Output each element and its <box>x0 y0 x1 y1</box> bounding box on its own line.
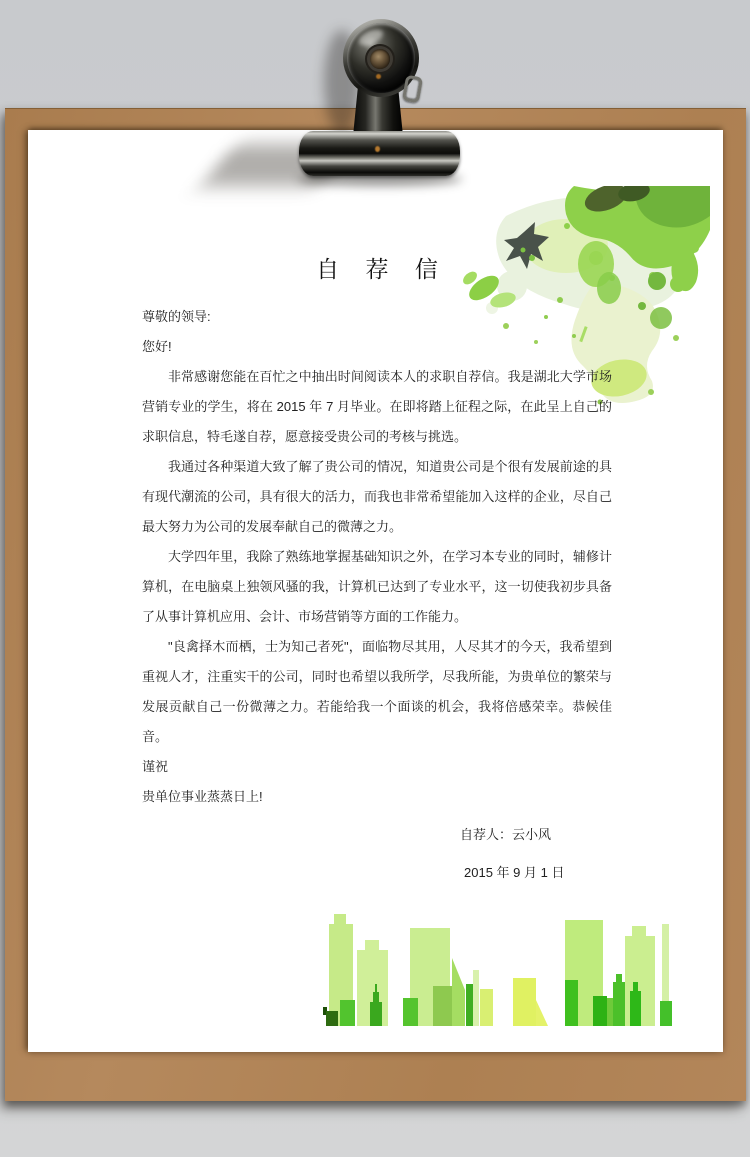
signature-name: 自荐人：云小风 <box>460 827 552 842</box>
closing-wish: 贵单位事业蒸蒸日上! <box>142 789 263 804</box>
signature-block <box>142 820 612 888</box>
skyline-decoration <box>315 912 715 1030</box>
clip-hinge-hole <box>370 49 390 69</box>
letter-paper <box>28 130 723 1052</box>
body-paragraph-3: 大学四年里，我除了熟练地掌握基础知识之外，在学习本专业的同时，辅修计算机，在电脑桌上独领风骚的我，计算机已达到了专业水平，这一切使我初步具备了从事计算机应用、会计、市场营销等方面的工作能力。 <box>142 549 612 624</box>
signature-date: 2015 年 9 月 1 日 <box>464 865 565 880</box>
clip-lever <box>402 75 423 104</box>
clip-jaw <box>299 131 460 176</box>
letter-title: 自 荐 信 <box>316 256 448 282</box>
salutation: 尊敬的领导: <box>142 309 211 324</box>
clip-glint-dot <box>375 146 380 152</box>
clipboard-clip <box>0 0 750 200</box>
body-paragraph-4: "良禽择木而栖，士为知己者死"，面临物尽其用，人尽其才的今天，我希望到重视人才，注重实干的公司，同时也希望以我所学，尽我所能，为贵单位的繁荣与发展贡献自己一份微薄之力。若能给我一个面谈的机会，我将倍感荣幸。恭候佳音。 <box>142 639 612 744</box>
body-paragraph-1: 非常感谢您能在百忙之中抽出时间阅读本人的求职自荐信。我是湖北大学市场营销专业的学生，将在 2015 年 7 月毕业。在即将踏上征程之际，在此呈上自己的求职信息，特毛遂自荐，愿意接受贵公司的考核与挑选。 <box>142 369 612 444</box>
letter-body <box>142 130 612 888</box>
greeting: 您好! <box>142 339 172 354</box>
closing-salute: 谨祝 <box>142 759 169 774</box>
body-paragraph-2: 我通过各种渠道大致了解了贵公司的情况，知道贵公司是个很有发展前途的具有现代潮流的公司，具有很大的活力，而我也非常希望能加入这样的企业，尽自己最大努力为公司的发展奉献自己的微薄之力。 <box>142 459 612 534</box>
clip-glint-dot <box>376 74 381 79</box>
